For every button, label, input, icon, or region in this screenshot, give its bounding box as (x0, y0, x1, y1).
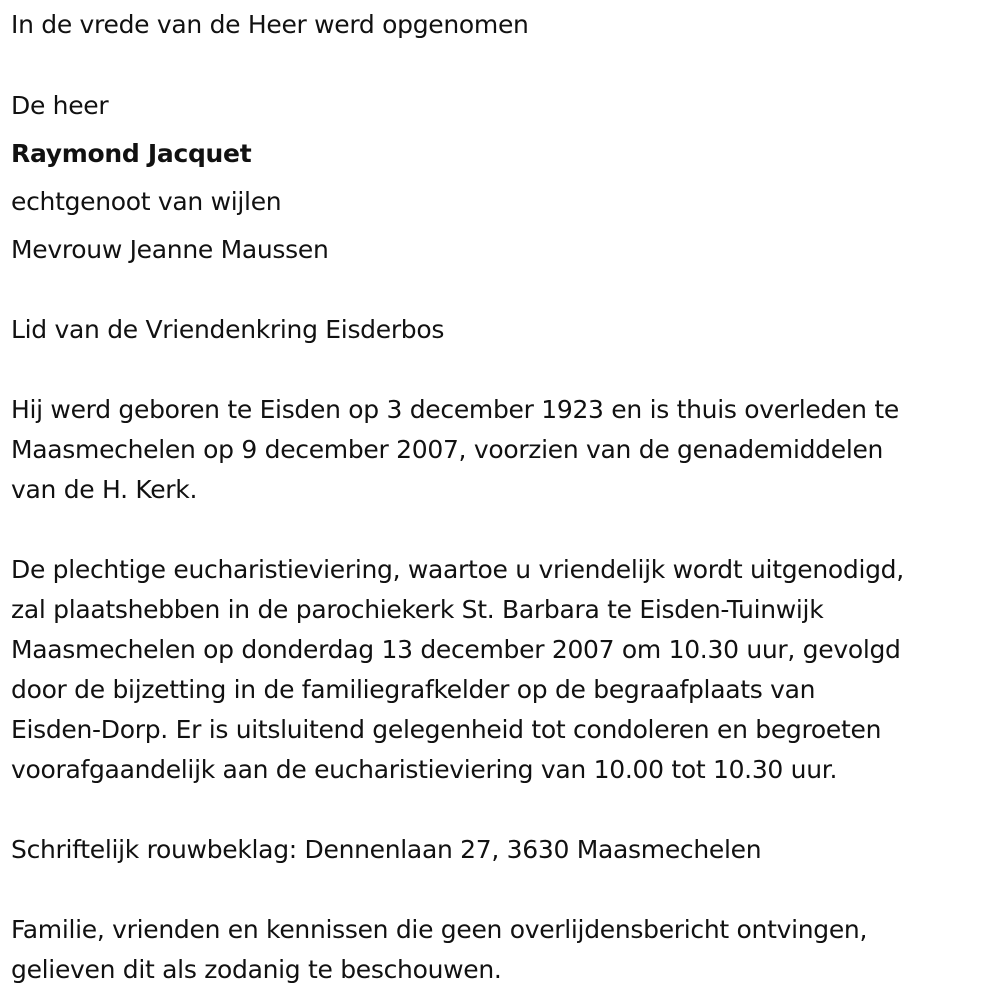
paragraph-line: Maasmechelen op donderdag 13 december 2007 om 10.30 uur, gevolgd (11, 635, 901, 664)
paragraph-line: Eisden-Dorp. Er is uitsluitend gelegenheid tot condoleren en begroeten (11, 715, 882, 744)
paragraph-line: zal plaatshebben in de parochiekerk St. Barbara te Eisden-Tuinwijk (11, 595, 824, 624)
paragraph-line: voorafgaandelijk aan de eucharistieviering van 10.00 tot 10.30 uur. (11, 755, 838, 784)
relation-text: echtgenoot van wijlen (11, 187, 282, 216)
condolences-address: Schriftelijk rouwbeklag: Dennenlaan 27, 3630 Maasmechelen (11, 835, 762, 864)
intro-text: In de vrede van de Heer werd opgenomen (11, 10, 529, 39)
paragraph-line: Hij werd geboren te Eisden op 3 december 1923 en is thuis overleden te (11, 395, 899, 424)
paragraph-line: Familie, vrienden en kennissen die geen overlijdensbericht ontvingen, (11, 915, 868, 944)
deceased-name: Raymond Jacquet (11, 139, 252, 168)
spouse-name: Mevrouw Jeanne Maussen (11, 235, 329, 264)
paragraph-line: van de H. Kerk. (11, 475, 198, 504)
closing-paragraph (11, 910, 991, 990)
ceremony-paragraph (11, 550, 991, 790)
paragraph-line: gelieven dit als zodanig te beschouwen. (11, 955, 502, 984)
paragraph-line: door de bijzetting in de familiegrafkelder op de begraafplaats van (11, 675, 816, 704)
paragraph-line: De plechtige eucharistieviering, waartoe u vriendelijk wordt uitgenodigd, (11, 555, 904, 584)
membership-text: Lid van de Vriendenkring Eisderbos (11, 315, 445, 344)
birth-death-paragraph (11, 390, 991, 510)
paragraph-line: Maasmechelen op 9 december 2007, voorzien van de genademiddelen (11, 435, 884, 464)
salutation: De heer (11, 91, 109, 120)
